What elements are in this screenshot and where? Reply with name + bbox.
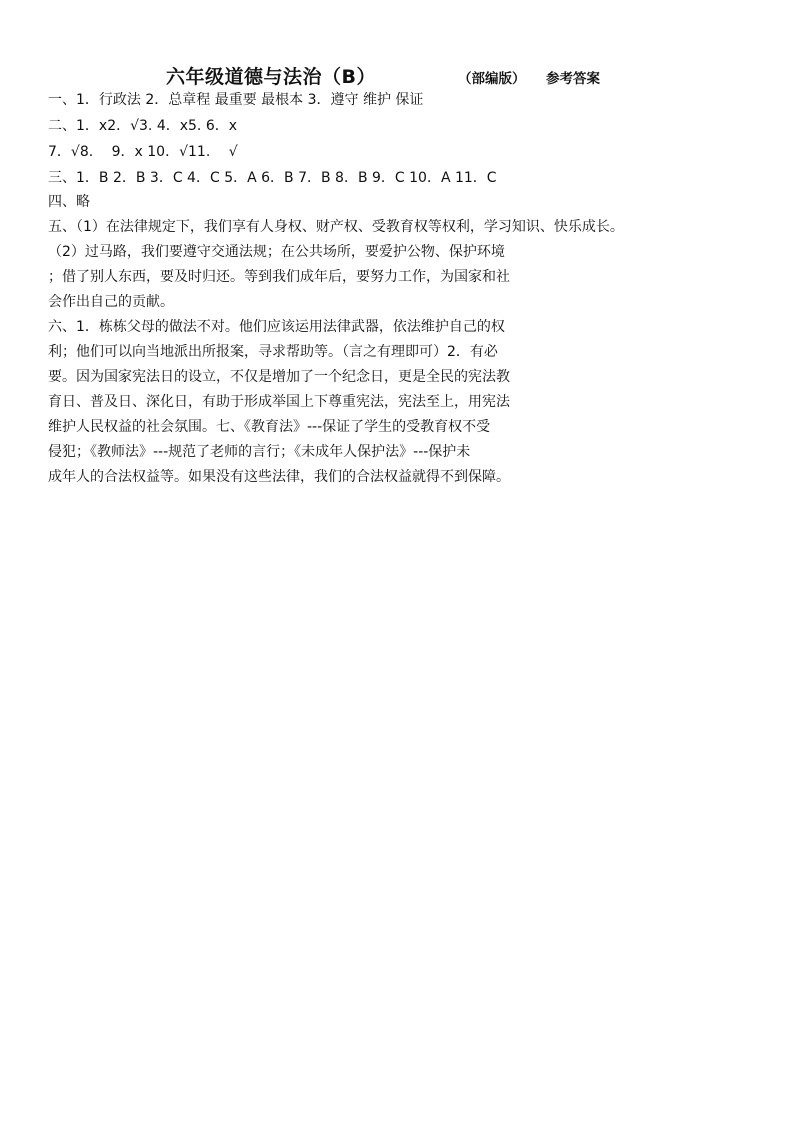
title-row [0,62,794,90]
edition-label: （部编版） [458,71,526,87]
answer-line-5: 四、略 [48,194,90,210]
answer-line-14: 维护人民权益的社会氛围。七、《教育法》---保证了学生的受教育权不受 [48,419,491,435]
answer-line-2: 二、1．x2．√3. 4．x5. 6．x [48,118,238,134]
answer-line-4: 三、1．B 2．B 3．C 4．C 5．A 6．B 7．B 8．B 9．C 10．A 11．C [48,170,497,186]
answer-key-label: 参考答案 [546,71,600,87]
answer-line-12: 要。因为国家宪法日的设立，不仅是增加了一个纪念日，更是全民的宪法教 [48,369,510,385]
answer-line-10: 六、1．栋栋父母的做法不对。他们应该运用法律武器，依法维护自己的权 [48,319,505,335]
answer-line-13: 育日、普及日、深化日，有助于形成举国上下尊重宪法，宪法至上，用宪法 [48,394,510,410]
answer-line-6: 五、（1）在法律规定下，我们享有人身权、财产权、受教育权等权利，学习知识、快乐成长。 [48,219,624,235]
answer-line-8: ；借了别人东西，要及时归还。等到我们成年后，要努力工作，为国家和社 [48,269,510,285]
answer-line-7: （2）过马路，我们要遵守交通法规；在公共场所，要爱护公物、保护环境 [48,244,505,260]
page-title: 六年级道德与法治（B） [166,66,376,88]
answer-line-1: 一、1．行政法 2．总章程 最重要 最根本 3．遵守 维护 保证 [48,92,424,108]
answer-line-11: 利；他们可以向当地派出所报案，寻求帮助等。（言之有理即可）2．有必 [48,344,498,360]
answer-line-16: 成年人的合法权益等。如果没有这些法律，我们的合法权益就得不到保障。 [48,469,510,485]
answer-line-3: 7．√8. 9．x 10．√11. √ [48,144,238,160]
answer-line-15: 侵犯；《教师法》---规范了老师的言行；《未成年人保护法》---保护未 [48,444,471,460]
answer-line-9: 会作出自己的贡献。 [48,294,174,310]
